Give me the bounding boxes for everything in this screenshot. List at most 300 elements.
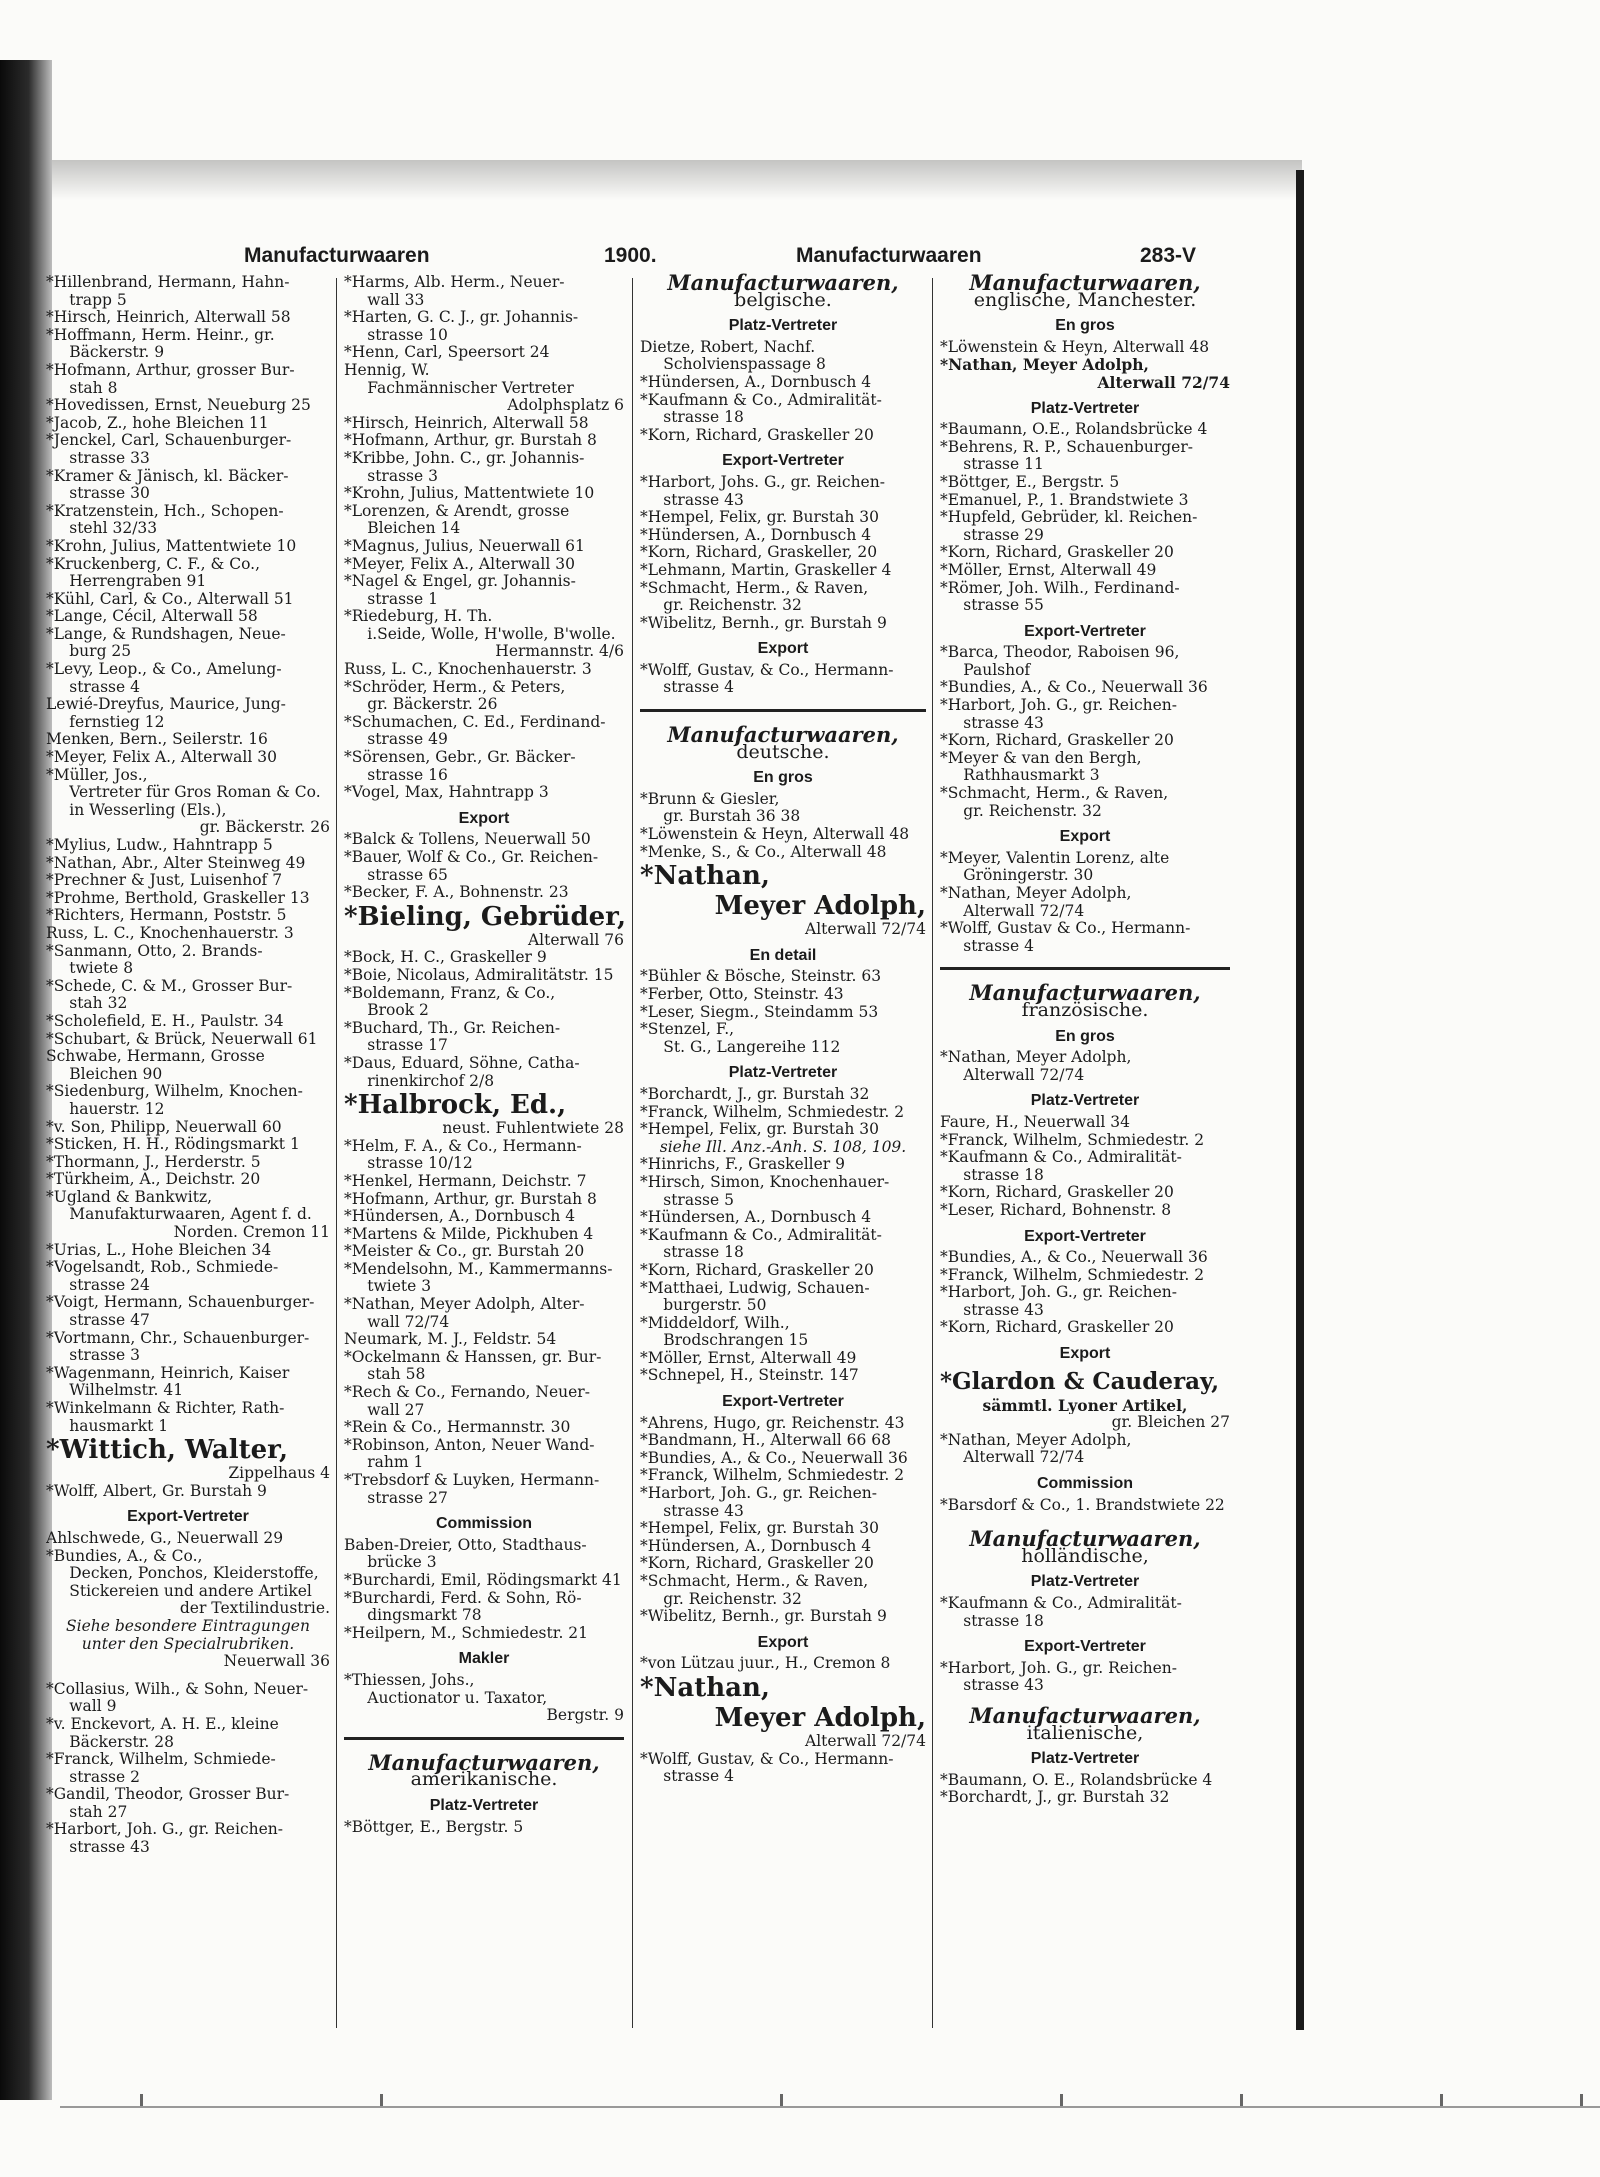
entry-continuation: Adolphsplatz 6 xyxy=(507,397,624,415)
directory-entry xyxy=(940,580,1230,615)
entry-continuation: Norden. Cremon 11 xyxy=(173,1224,330,1242)
entry-continuation: stah 32 xyxy=(69,995,128,1013)
entry-name: *Korn, Richard, Graskeller 20 xyxy=(940,1184,1174,1202)
entry-name: *Hillenbrand, Hermann, Hahn- xyxy=(46,274,290,291)
entry-name: Neumark, M. J., Feldstr. 54 xyxy=(344,1331,557,1349)
entry-name: *Kruckenberg, C. F., & Co., xyxy=(46,555,261,573)
directory-entry xyxy=(640,986,926,1004)
directory-entry xyxy=(46,468,330,503)
directory-entry xyxy=(344,1020,624,1055)
entry-name: *Gandil, Theodor, Grosser Bur- xyxy=(46,1786,290,1804)
entry-continuation: hausmarkt 1 xyxy=(69,1417,169,1435)
entry-continuation: rahm 1 xyxy=(367,1454,424,1472)
column-rule xyxy=(336,278,337,2028)
entry-name: *Franck, Wilhelm, Schmiedestr. 2 xyxy=(640,1467,905,1485)
franzoesische-subtitle: französische. xyxy=(1021,998,1149,1021)
entry-name: *Kaufmann & Co., Admiralität- xyxy=(640,391,882,409)
directory-entry xyxy=(344,1349,624,1384)
entry-continuation: Auctionator u. Taxator, xyxy=(367,1689,548,1707)
directory-entry xyxy=(640,1608,926,1626)
entry-continuation: strasse 27 xyxy=(367,1489,448,1507)
nathan-name-2: Meyer Adolph, xyxy=(714,891,926,922)
entry-name: *Borchardt, J., gr. Burstah 32 xyxy=(940,1789,1170,1807)
directory-entry xyxy=(940,1789,1230,1807)
directory-entry xyxy=(46,749,330,767)
entry-name: *Löwenstein & Heyn, Alterwall 48 xyxy=(940,338,1210,356)
entry-continuation: strasse 4 xyxy=(663,1768,734,1786)
deutsche-export3-entries xyxy=(640,1751,926,1786)
directory-entry xyxy=(940,1319,1230,1337)
franzoesische-engros-entries xyxy=(940,1049,1230,1084)
bieling-address: Alterwall 76 xyxy=(527,931,624,949)
entry-name: Lewié-Dreyfus, Maurice, Jung- xyxy=(46,696,286,714)
directory-entry xyxy=(344,1261,624,1296)
entry-name: *Bauer, Wolf & Co., Gr. Reichen- xyxy=(344,849,599,866)
directory-entry xyxy=(344,949,624,967)
directory-entry xyxy=(344,714,624,749)
entry-continuation: Alterwall 72/74 xyxy=(963,1449,1085,1467)
englische-export2-entries xyxy=(940,850,1230,956)
entry-continuation: strasse 2 xyxy=(69,1768,140,1786)
directory-entry xyxy=(940,1184,1230,1202)
englische-title: Manufacturwaaren, xyxy=(969,270,1201,295)
entry-name: *Burchardi, Emil, Rödingsmarkt 41 xyxy=(344,1571,622,1589)
directory-entry xyxy=(344,344,624,362)
directory-entry xyxy=(46,1242,330,1260)
entry-continuation: strasse 55 xyxy=(963,597,1044,615)
directory-entry xyxy=(46,696,330,731)
belgische-platz-heading: Platz-Vertreter xyxy=(728,317,838,335)
col2-entries xyxy=(344,274,624,802)
entry-name: *Hinrichs, F., Graskeller 9 xyxy=(640,1156,846,1174)
englische-platz-heading: Platz-Vertreter xyxy=(1030,399,1140,417)
amerikanische-subtitle: amerikanische. xyxy=(410,1768,558,1791)
directory-entry xyxy=(940,1660,1230,1695)
col2-commission-entries xyxy=(344,1537,624,1643)
entry-name: *Leser, Richard, Bohnenstr. 8 xyxy=(940,1201,1172,1219)
entry-name: *Meyer, Felix A., Alterwall 30 xyxy=(344,555,575,573)
directory-entry xyxy=(46,1013,330,1031)
entry-name: *Lorenzen, & Arendt, grosse xyxy=(344,502,570,520)
deutsche-engros-entries xyxy=(640,791,926,861)
entry-name: *Korn, Richard, Graskeller 20 xyxy=(940,732,1174,750)
entry-continuation: strasse 43 xyxy=(963,714,1044,732)
entry-name: *Menke, S., & Co., Alterwall 48 xyxy=(640,843,887,861)
entry-name: *Richters, Hermann, Poststr. 5 xyxy=(46,907,287,925)
directory-entry xyxy=(344,485,624,503)
franzoesische-platz-entries xyxy=(940,1114,1230,1220)
entry-name: *Hovedissen, Ernst, Neueburg 25 xyxy=(46,397,311,415)
entry-name: *Helm, F. A., & Co., Hermann- xyxy=(344,1137,582,1155)
entry-name: *Franck, Wilhelm, Schmiedestr. 2 xyxy=(940,1131,1205,1149)
directory-entry xyxy=(344,1226,624,1244)
deutsche-platz-entries-2 xyxy=(640,1156,926,1385)
directory-entry xyxy=(46,837,330,855)
entry-continuation: Alterwall 72/74 xyxy=(963,1066,1085,1084)
directory-entry xyxy=(46,1031,330,1049)
directory-entry xyxy=(46,1171,330,1189)
englische-nathan: *Nathan, Meyer Adolph, xyxy=(940,356,1149,374)
directory-entry xyxy=(46,1048,330,1083)
entry-name: *Hofmann, Arthur, grosser Bur- xyxy=(46,361,295,379)
directory-entry xyxy=(46,1716,330,1751)
directory-entry xyxy=(640,615,926,633)
directory-entry xyxy=(640,474,926,509)
nathan-name: *Nathan, xyxy=(640,861,770,892)
entry-name: *Schumachen, C. Ed., Ferdinand- xyxy=(344,713,606,731)
directory-entry xyxy=(344,309,624,344)
entry-name: *Schröder, Herm., & Peters, xyxy=(344,678,566,696)
entry-name: *Behrens, R. P., Schauenburger- xyxy=(940,438,1193,456)
directory-entry xyxy=(344,362,624,415)
entry-continuation: dingsmarkt 78 xyxy=(367,1607,482,1625)
directory-entry xyxy=(46,415,330,433)
entry-name: *Harbort, Joh. G., gr. Reichen- xyxy=(640,1485,877,1503)
entry-name: *Ugland & Bankwitz, xyxy=(46,1188,213,1206)
entry-name: *Prohme, Berthold, Graskeller 13 xyxy=(46,889,310,907)
entry-continuation: Bergstr. 9 xyxy=(546,1707,624,1725)
franzoesische-commission-heading: Commission xyxy=(1036,1475,1133,1493)
entry-continuation: strasse 4 xyxy=(663,679,734,697)
column-4 xyxy=(940,270,1230,1807)
entry-continuation: der Textilindustrie. xyxy=(179,1600,330,1618)
hollaendische-platz-entries xyxy=(940,1595,1230,1630)
franzoesische-engros-heading: En gros xyxy=(1055,1027,1115,1045)
directory-entry xyxy=(344,1331,624,1349)
entry-continuation: Fachmännischer Vertreter xyxy=(367,379,574,397)
col1-export-heading: Export-Vertreter xyxy=(127,1508,249,1526)
directory-entry xyxy=(640,1467,926,1485)
wittich-name: *Wittich, Walter, xyxy=(46,1435,289,1466)
entry-name: *Harbort, Joh. G., gr. Reichen- xyxy=(940,1659,1177,1677)
directory-entry xyxy=(344,1590,624,1625)
entry-name: *v. Enckevort, A. H. E., kleine xyxy=(46,1715,279,1733)
italienische-title: Manufacturwaaren, xyxy=(969,1702,1201,1728)
entry-continuation: Vertreter für Gros Roman & Co. xyxy=(69,784,321,802)
entry-continuation: gr. Reichenstr. 32 xyxy=(663,1590,802,1608)
entry-continuation: Brodschrangen 15 xyxy=(663,1332,809,1350)
directory-entry xyxy=(344,1419,624,1437)
section-separator xyxy=(640,709,926,712)
entry-continuation: Alterwall 72/74 xyxy=(963,902,1085,920)
directory-entry xyxy=(344,432,624,450)
entry-name: *Schmacht, Herm., & Raven, xyxy=(640,1573,869,1590)
entry-continuation: Bäckerstr. 28 xyxy=(69,1733,175,1751)
wittich-address: Zippelhaus 4 xyxy=(228,1465,330,1483)
belgische-title: Manufacturwaaren, xyxy=(667,270,899,295)
directory-entry xyxy=(344,849,624,884)
entry-name: *Harbort, Johs. G., gr. Reichen- xyxy=(640,473,885,491)
directory-entry xyxy=(344,985,624,1020)
directory-entry xyxy=(344,573,624,608)
section-separator xyxy=(344,1737,624,1740)
entry-name: *Daus, Eduard, Söhne, Catha- xyxy=(344,1054,580,1072)
directory-entry xyxy=(46,608,330,626)
entry-continuation: hauerstr. 12 xyxy=(69,1100,165,1118)
entry-name: *Hündersen, A., Dornbusch 4 xyxy=(640,1209,872,1227)
directory-entry xyxy=(344,608,624,661)
entry-continuation: strasse 18 xyxy=(963,1166,1044,1184)
entry-name: *Krohn, Julius, Mattentwiete 10 xyxy=(344,485,595,503)
entry-continuation: Brook 2 xyxy=(367,1002,429,1020)
entry-name: *Bundies, A., & Co., Neuerwall 36 xyxy=(640,1449,908,1467)
directory-entry xyxy=(344,1819,624,1837)
entry-continuation: strasse 18 xyxy=(663,409,744,427)
directory-entry xyxy=(940,1267,1230,1285)
entry-name: *Vogel, Max, Hahntrapp 3 xyxy=(344,784,549,802)
entry-name: Faure, H., Neuerwall 34 xyxy=(940,1113,1131,1131)
directory-entry xyxy=(46,397,330,415)
hollaendische-title: Manufacturwaaren, xyxy=(969,1526,1201,1552)
entry-name: *Wolff, Gustav & Co., Hermann- xyxy=(940,920,1191,938)
entry-name: *Hempel, Felix, gr. Burstah 30 xyxy=(640,1121,879,1139)
entry-name: *Nathan, Meyer Adolph, Alter- xyxy=(344,1296,585,1314)
entry-continuation: St. G., Langereihe 112 xyxy=(663,1038,841,1056)
directory-entry xyxy=(46,1154,330,1172)
entry-name: *Bandmann, H., Alterwall 66 68 xyxy=(640,1432,892,1450)
franzoesische-export2-entries xyxy=(940,1432,1230,1467)
entry-continuation: strasse 3 xyxy=(367,467,438,485)
entry-name: *Boie, Nicolaus, Admiralitätstr. 15 xyxy=(344,966,614,984)
directory-entry xyxy=(640,1104,926,1122)
franzoesische-export-heading: Export-Vertreter xyxy=(1024,1227,1146,1245)
belgische-export-entries xyxy=(640,474,926,632)
directory-entry xyxy=(46,1119,330,1137)
directory-entry xyxy=(344,967,624,985)
entry-name: *Borchardt, J., gr. Burstah 32 xyxy=(640,1085,870,1103)
col1-export-entries-2 xyxy=(46,1681,330,1857)
entry-name: *Hempel, Felix, gr. Burstah 30 xyxy=(640,1520,879,1538)
directory-entry xyxy=(640,562,926,580)
directory-entry xyxy=(46,1751,330,1786)
entry-name: *Meyer & van den Bergh, xyxy=(940,749,1142,767)
section-separator xyxy=(940,967,1230,970)
entry-name: *Hofmann, Arthur, gr. Burstah 8 xyxy=(344,1190,597,1208)
directory-entry xyxy=(640,1209,926,1227)
entry-continuation: Bäckerstr. 9 xyxy=(69,344,165,362)
directory-entry xyxy=(640,1227,926,1262)
entry-name: *Kaufmann & Co., Admiralität- xyxy=(940,1149,1182,1167)
directory-entry xyxy=(940,1772,1230,1790)
entry-name: *Hofmann, Arthur, gr. Burstah 8 xyxy=(344,432,597,450)
page-right-edge xyxy=(1296,170,1304,2030)
entry-name: *Ferber, Otto, Steinstr. 43 xyxy=(640,986,844,1003)
directory-entry xyxy=(46,1786,330,1821)
column-rule xyxy=(932,278,933,2028)
col2-makler-entries xyxy=(344,1672,624,1725)
entry-continuation: stah 58 xyxy=(367,1366,426,1384)
entry-name: Schwabe, Hermann, Grosse xyxy=(46,1048,265,1066)
entry-name: *Jacob, Z., hohe Bleichen 11 xyxy=(46,414,269,432)
col1-export-entries xyxy=(46,1530,330,1618)
hollaendische-export-heading: Export-Vertreter xyxy=(1024,1638,1146,1656)
entry-name: *Sticken, H. H., Rödingsmarkt 1 xyxy=(46,1136,300,1154)
directory-entry xyxy=(46,925,330,943)
entry-name: *Balck & Tollens, Neuerwall 50 xyxy=(344,831,591,849)
deutsche-platz-heading: Platz-Vertreter xyxy=(728,1064,838,1082)
directory-entry xyxy=(344,1208,624,1226)
deutsche-title: Manufacturwaaren, xyxy=(667,722,899,748)
entry-name: *Henn, Carl, Speersort 24 xyxy=(344,344,550,362)
directory-entry xyxy=(940,885,1230,920)
entry-continuation: stehl 32/33 xyxy=(69,520,158,538)
directory-entry xyxy=(940,1114,1230,1132)
entry-name: *Baumann, O.E., Rolandsbrücke 4 xyxy=(940,421,1208,439)
col2-export-entries xyxy=(344,831,624,901)
entry-name: *Hündersen, A., Dornbusch 4 xyxy=(640,1537,872,1555)
entry-continuation: rinenkirchof 2/8 xyxy=(367,1072,495,1090)
hempel-note: siehe Ill. Anz.-Anh. S. 108, 109. xyxy=(659,1138,907,1156)
entry-name: *Wagenmann, Heinrich, Kaiser xyxy=(46,1364,290,1382)
directory-entry xyxy=(940,644,1230,679)
bundies-address: Neuerwall 36 xyxy=(223,1653,330,1671)
entry-name: *Matthaei, Ludwig, Schauen- xyxy=(640,1279,870,1297)
directory-entry xyxy=(940,339,1230,357)
directory-entry xyxy=(46,1136,330,1154)
glardon-address: gr. Bleichen 27 xyxy=(1111,1414,1230,1432)
entry-name: *Scholefield, E. H., Paulstr. 34 xyxy=(46,1012,284,1030)
belgische-platz-entries xyxy=(640,339,926,445)
directory-entry xyxy=(46,907,330,925)
directory-entry xyxy=(940,1202,1230,1220)
entry-name: *Harbort, Joh. G., gr. Reichen- xyxy=(46,1821,283,1839)
entry-name: *Barca, Theodor, Raboisen 96, xyxy=(940,644,1180,662)
entry-name: *Franck, Wilhelm, Schmiedestr. 2 xyxy=(940,1266,1205,1284)
directory-entry xyxy=(344,1672,624,1725)
note-line: Siehe besondere Eintragungen xyxy=(66,1616,310,1635)
entry-name: *Thiessen, Johs., xyxy=(344,1671,475,1689)
directory-entry xyxy=(940,1249,1230,1267)
entry-continuation: Manufakturwaaren, Agent f. d. xyxy=(69,1206,312,1224)
entry-name: *Hirsch, Simon, Knochenhauer- xyxy=(640,1173,890,1191)
belgische-export2-heading: Export xyxy=(757,640,809,658)
entry-name: *Hündersen, A., Dornbusch 4 xyxy=(640,526,872,544)
directory-entry xyxy=(46,538,330,556)
entry-name: *Rech & Co., Fernando, Neuer- xyxy=(344,1384,590,1402)
directory-entry xyxy=(640,1121,926,1139)
directory-entry xyxy=(940,850,1230,885)
entry-name: *Nagel & Engel, gr. Johannis- xyxy=(344,573,576,591)
directory-entry xyxy=(940,1132,1230,1150)
entry-name: *Kribbe, John. C., gr. Johannis- xyxy=(344,449,585,467)
directory-entry xyxy=(46,1548,330,1618)
deutsche-platz-entries xyxy=(640,1086,926,1139)
entry-name: *v. Son, Philipp, Neuerwall 60 xyxy=(46,1118,282,1136)
directory-entry xyxy=(46,503,330,538)
entry-continuation: strasse 3 xyxy=(69,1347,140,1365)
header-right-title: Manufacturwaaren xyxy=(796,244,982,267)
entry-name: *Möller, Ernst, Alterwall 49 xyxy=(940,561,1157,579)
directory-entry xyxy=(640,1262,926,1280)
directory-entry xyxy=(640,339,926,374)
directory-entry xyxy=(344,1472,624,1507)
entry-name: *Trebsdorf & Luyken, Hermann- xyxy=(344,1472,600,1489)
directory-entry xyxy=(640,509,926,527)
amerikanische-entries xyxy=(344,1819,624,1837)
directory-entry xyxy=(640,1156,926,1174)
entry-continuation: strasse 43 xyxy=(663,491,744,509)
englische-export2-heading: Export xyxy=(1059,828,1111,846)
hollaendische-subtitle: holländische, xyxy=(1021,1544,1149,1567)
directory-entry xyxy=(344,415,624,433)
directory-entry xyxy=(940,1497,1230,1515)
deutsche-subtitle: deutsche. xyxy=(736,740,830,763)
entry-name: *Burchardi, Ferd. & Sohn, Rö- xyxy=(344,1589,582,1607)
directory-entry xyxy=(344,884,624,902)
entry-name: *Korn, Richard, Graskeller 20 xyxy=(640,1261,874,1279)
deutsche-export2-heading: Export xyxy=(757,1633,809,1651)
col2-export-entries-2 xyxy=(344,949,624,1090)
entry-continuation: Bleichen 14 xyxy=(367,520,461,538)
directory-entry xyxy=(640,662,926,697)
entry-name: *Lange, & Rundshagen, Neue- xyxy=(46,625,286,643)
nathan-address: Alterwall 72/74 xyxy=(805,1732,926,1750)
glardon-line: sämmtl. Lyoner Artikel, xyxy=(982,1396,1188,1415)
entry-continuation: strasse 43 xyxy=(69,1839,150,1857)
entry-continuation: strasse 43 xyxy=(963,1301,1044,1319)
entry-continuation: wall 27 xyxy=(367,1401,425,1419)
entry-name: *Meyer, Felix A., Alterwall 30 xyxy=(46,749,277,767)
entry-name: *Schubart, & Brück, Neuerwall 61 xyxy=(46,1030,318,1048)
directory-entry xyxy=(344,538,624,556)
header-year: 1900. xyxy=(604,244,657,267)
directory-entry xyxy=(640,1367,926,1385)
deutsche-engros-heading: En gros xyxy=(753,769,813,787)
entry-name: *Sörensen, Gebr., Gr. Bäcker- xyxy=(344,749,576,767)
directory-entry xyxy=(344,274,624,309)
directory-entry xyxy=(640,1555,926,1573)
entry-continuation: gr. Bäckerstr. 26 xyxy=(199,819,330,837)
directory-entry xyxy=(940,1595,1230,1630)
wolff-entry: *Wolff, Albert, Gr. Burstah 9 xyxy=(46,1482,267,1500)
entry-name: *Heilpern, M., Schmiedestr. 21 xyxy=(344,1624,589,1642)
entry-name: *Korn, Richard, Graskeller 20 xyxy=(640,1555,874,1573)
englische-engros-entries xyxy=(940,339,1230,357)
directory-entry xyxy=(640,427,926,445)
deutsche-detail-heading: En detail xyxy=(749,946,817,964)
directory-entry xyxy=(344,556,624,574)
entry-continuation: i.Seide, Wolle, H'wolle, B'wolle. xyxy=(367,625,616,643)
entry-name: *Robinson, Anton, Neuer Wand- xyxy=(344,1436,595,1454)
entry-continuation: Rathhausmarkt 3 xyxy=(963,767,1100,785)
entry-continuation: gr. Reichenstr. 32 xyxy=(663,597,802,615)
column-1 xyxy=(46,274,330,1857)
belgische-export2-entries xyxy=(640,662,926,697)
entry-continuation: gr. Burstah 36 38 xyxy=(663,808,801,826)
entry-continuation: strasse 18 xyxy=(963,1612,1044,1630)
bottom-ticks xyxy=(60,2094,1600,2106)
halbrock-address: neust. Fuhlentwiete 28 xyxy=(442,1120,624,1138)
directory-entry xyxy=(46,556,330,591)
page-top-shadow xyxy=(52,160,1302,200)
directory-entry xyxy=(46,1821,330,1856)
entry-continuation: stah 27 xyxy=(69,1803,128,1821)
franzoesische-platz-heading: Platz-Vertreter xyxy=(1030,1092,1140,1110)
entry-name: *Schmacht, Herm., & Raven, xyxy=(940,785,1169,803)
directory-entry xyxy=(344,503,624,538)
entry-continuation: strasse 29 xyxy=(963,526,1044,544)
deutsche-detail-entries xyxy=(640,968,926,1056)
directory-entry xyxy=(46,890,330,908)
entry-name: *Henkel, Hermann, Deichstr. 7 xyxy=(344,1172,587,1190)
entry-name: *Ahrens, Hugo, gr. Reichenstr. 43 xyxy=(640,1414,905,1432)
entry-name: *Lehmann, Martin, Graskeller 4 xyxy=(640,561,892,579)
entry-continuation: Stickereien und andere Artikel xyxy=(69,1582,312,1600)
entry-continuation: strasse 11 xyxy=(963,456,1044,474)
entry-name: *Nathan, Meyer Adolph, xyxy=(940,1431,1132,1449)
hollaendische-export-entries xyxy=(940,1660,1230,1695)
directory-entry xyxy=(46,1083,330,1118)
